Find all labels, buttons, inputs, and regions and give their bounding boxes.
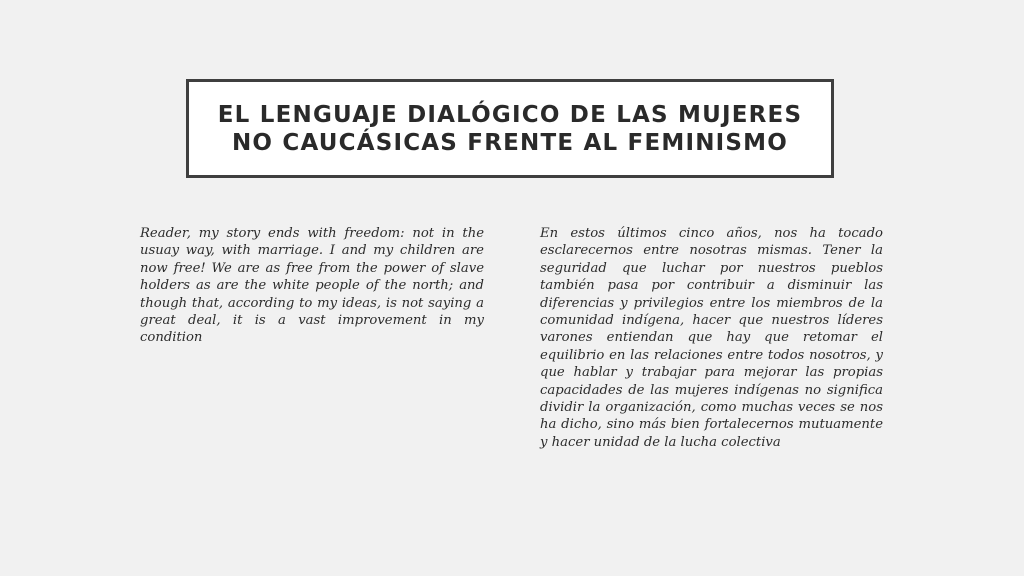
left-quote-text: Reader, my story ends with freedom: not in the usuay way, with marriage. I and my children are now free! We are as free from the power of slave holders as are the white people of the north; and though that, according to my ideas, is not saying a great deal, it is a vast improvement in my condition — [140, 226, 484, 346]
slide-title: EL LENGUAJE DIALÓGICO DE LAS MUJERES NO CAUCÁSICAS FRENTE AL FEMINISMO — [217, 101, 803, 156]
title-box — [186, 79, 834, 178]
right-quote-text: En estos últimos cinco años, nos ha tocado esclarecernos entre nosotras mismas. Tener la seguridad que luchar por nuestros pueblos también pasa por contribuir a disminuir las diferencias y privilegios entre los miembros de la comunidad indígena, hacer que nuestros líderes varones entiendan que hay que retomar el equilibrio en las relaciones entre todos nosotros, y que hablar y trabajar para mejorar las propias capacidades de las mujeres indígenas no significa dividir la organización, como muchas veces se nos ha dicho, sino más bien fortalecernos mutuamente y hacer unidad de la lucha colectiva — [540, 226, 883, 450]
